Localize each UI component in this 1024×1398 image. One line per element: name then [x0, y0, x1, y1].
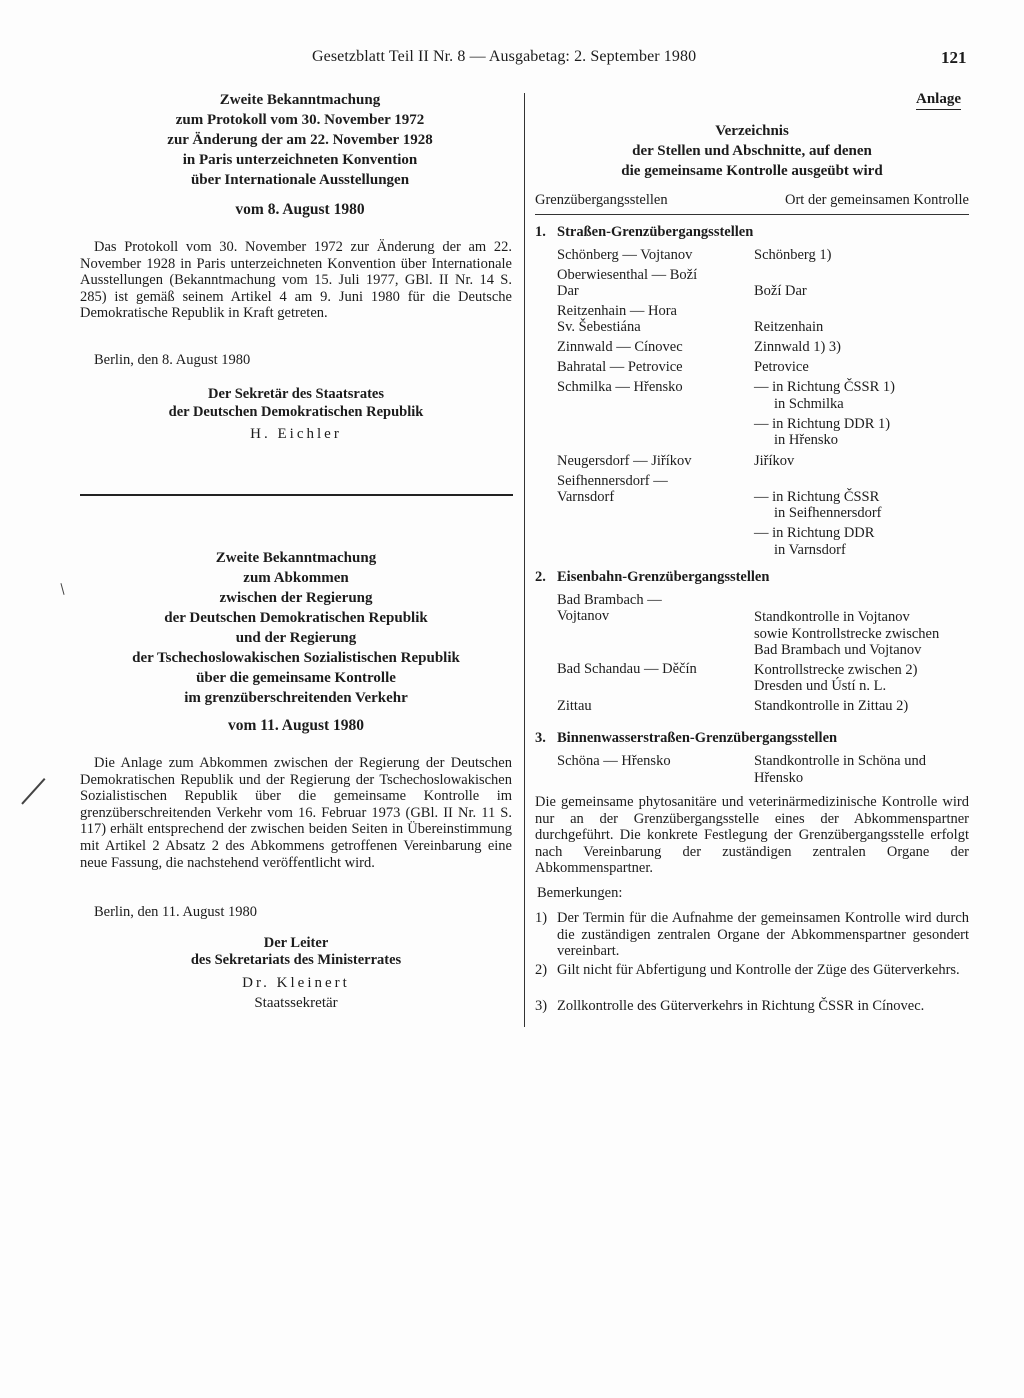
table-cell: Petrovice: [754, 359, 809, 375]
section-1-heading: Straßen-Grenzübergangsstellen: [557, 224, 754, 240]
table-header-rule: [535, 214, 969, 215]
column-divider: [524, 93, 525, 1027]
table-cell: Standkontrolle in Zittau 2): [754, 698, 909, 714]
remark-3-text: Zollkontrolle des Güterverkehrs in Richtung ČSSR in Cínovec.: [557, 998, 925, 1014]
table-cell: Vojtanov: [557, 608, 610, 624]
table-cell: Zinnwald — Cínovec: [557, 339, 683, 355]
notice2-date: vom 11. August 1980: [227, 717, 365, 734]
scan-mark: [21, 778, 45, 805]
table-cell: — in Richtung ČSSR: [754, 489, 880, 505]
table-cell: in Hřensko: [774, 432, 839, 448]
remark-1-text: Der Termin für die Aufnahme der gemeinsamen Kontrolle wird durch die zuständigen zentralen Organe der Abkommenspartner gesondert vereinbart.: [557, 910, 969, 960]
col-header-right: Ort der gemeinsamen Kontrolle: [784, 192, 969, 208]
section-1-number: 1.: [535, 224, 546, 240]
remark-3-number: 3): [535, 998, 548, 1014]
anlage-label: Anlage: [916, 91, 961, 110]
remark-2-number: 2): [535, 962, 548, 978]
table-cell: Dresden und Ústí n. L.: [754, 678, 887, 694]
table-cell: Kontrollstrecke zwischen 2): [754, 662, 918, 678]
table-cell: Varnsdorf: [557, 489, 615, 505]
table-cell: in Schmilka: [774, 396, 844, 412]
notice1-body: Das Protokoll vom 30. November 1972 zur Änderung der am 22. November 1928 in Paris unterzeichneten Konvention über Internationale Ausstellungen (Bekanntmachung vom 15. Juli 1977, GBl. II Nr. 14 S. 285) ist gemäß seinem Artikel 4 am 9. Juni 1980 für die Deutsche Demokratische Republik in Kraft getreten.: [80, 239, 512, 322]
scan-mark: [60, 583, 64, 595]
table-cell: Bahratal — Petrovice: [557, 359, 683, 375]
section-3-heading: Binnenwasserstraßen-Grenzübergangsstellen: [557, 730, 838, 746]
section-2-number: 2.: [535, 569, 546, 585]
remark-2-text: Gilt nicht für Abfertigung und Kontrolle der Züge des Güterverkehrs.: [557, 962, 960, 978]
section-3-number: 3.: [535, 730, 546, 746]
page-number: 121: [941, 48, 967, 67]
table-cell: Jiříkov: [754, 453, 795, 469]
table-cell: Schönberg — Vojtanov: [557, 247, 693, 263]
remarks-heading: Bemerkungen:: [537, 885, 623, 901]
table-cell: Dar: [557, 283, 579, 299]
table-cell: sowie Kontrollstrecke zwischen: [754, 626, 940, 642]
remark-1-number: 1): [535, 910, 548, 926]
notice2-signatory-title: Der Leiter des Sekretariats des Ministerrates: [190, 935, 402, 968]
table-cell: Reitzenhain — Hora: [557, 303, 677, 319]
table-cell: Zittau: [557, 698, 592, 714]
table-cell: Hřensko: [754, 770, 804, 786]
notice2-signatory-name: Dr. Kleinert: [242, 975, 350, 991]
closing-paragraph: Die gemeinsame phytosanitäre und veterinärmedizinische Kontrolle wird nur an der Grenzübergangsstelle eines der Abkommenspartner durchgeführt. Die konkrete Festlegung der Grenzübergangsstelle erfolgt nach Vereinbarung der zuständigen zentralen Organe der Abkommenspartner.: [535, 794, 969, 877]
notice1-place-date: Berlin, den 8. August 1980: [94, 352, 251, 368]
notice1-date: vom 8. August 1980: [235, 201, 365, 218]
table-cell: Schönberg 1): [754, 247, 832, 263]
table-cell: Sv. Šebestiána: [557, 319, 641, 335]
table-cell: Reitzenhain: [754, 319, 824, 335]
table-cell: in Seifhennersdorf: [774, 505, 882, 521]
col-header-left: Grenzübergangsstellen: [535, 192, 668, 208]
section-separator: [80, 494, 513, 496]
table-cell: Standkontrolle in Vojtanov: [754, 609, 910, 625]
table-cell: Seifhennersdorf —: [557, 473, 668, 489]
notice2-body: Die Anlage zum Abkommen zwischen der Regierung der Deutschen Demokratischen Republik und der Regierung der Tschechoslowakischen Sozialistischen Republik über die gemeinsame Kontrolle im grenzüberschreitenden Verkehr vom 16. Februar 1973 (GBl. II Nr. 11 S. 117) erhält entsprechend der zwischen beiden Seiten in Übereinstimmung mit Artikel 2 Absatz 2 des Abkommens getroffenen Vereinbarung eine neue Fassung, die nachstehend veröffentlicht wird.: [80, 755, 512, 871]
notice1-title: Zweite Bekanntmachung zum Protokoll vom 30. November 1972 zur Änderung der am 22. November 1928 in Paris unterzeichneten Konvention über Internationale Ausstellungen: [167, 92, 433, 188]
running-header: Gesetzblatt Teil II Nr. 8 — Ausgabetag: 2. September 1980: [312, 48, 697, 65]
table-cell: — in Richtung ČSSR 1): [754, 379, 895, 395]
table-cell: Schmilka — Hřensko: [557, 379, 683, 395]
table-cell: Standkontrolle in Schöna und: [754, 753, 926, 769]
table-cell: — in Richtung DDR: [754, 525, 875, 541]
table-cell: Zinnwald 1) 3): [754, 339, 841, 355]
notice1-signatory-name: H. Eichler: [250, 426, 342, 442]
notice1-signatory-title: Der Sekretär des Staatsrates der Deutschen Demokratischen Republik: [168, 386, 424, 420]
notice2-title: Zweite Bekanntmachung zum Abkommen zwischen der Regierung der Deutschen Demokratischen Republik und der Regierung der Tschechoslowakischen Sozialistischen Republik über die gemeinsame Kontrolle im grenzüberschreitenden Verkehr: [132, 550, 460, 706]
table-cell: Bad Brambach und Vojtanov: [754, 642, 922, 658]
table-cell: Neugersdorf — Jiříkov: [557, 453, 692, 469]
annex-title: Verzeichnis der Stellen und Abschnitte, auf denen die gemeinsame Kontrolle ausgeübt wird: [621, 123, 883, 179]
table-cell: Bad Brambach —: [557, 592, 662, 608]
table-cell: Schöna — Hřensko: [557, 753, 671, 769]
notice2-place-date: Berlin, den 11. August 1980: [94, 904, 257, 920]
section-2-heading: Eisenbahn-Grenzübergangsstellen: [557, 569, 770, 585]
notice2-signatory-role: Staatssekretär: [254, 995, 338, 1011]
table-cell: Oberwiesenthal — Boží: [557, 267, 698, 283]
table-cell: Bad Schandau — Děčín: [557, 661, 697, 677]
table-cell: in Varnsdorf: [774, 542, 846, 558]
table-cell: — in Richtung DDR 1): [754, 416, 891, 432]
table-cell: Boží Dar: [754, 283, 807, 299]
